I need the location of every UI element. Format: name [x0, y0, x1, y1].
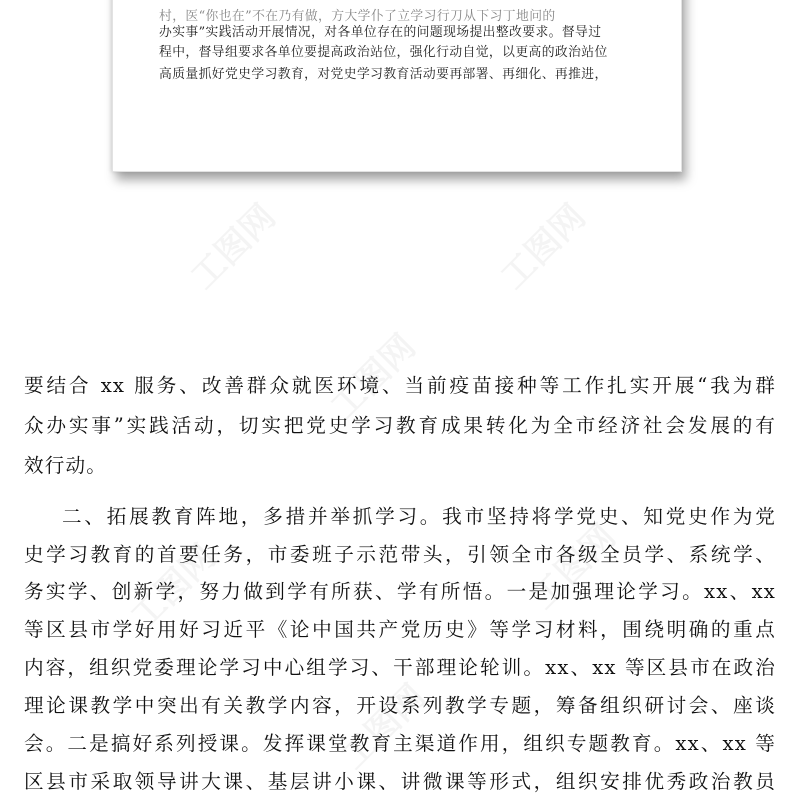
body-line: 务实学、创新学，努力做到学有所获、学有所悟。一是加强理论学习。xx、xx: [24, 580, 776, 603]
document-page-preview: [112, 0, 682, 172]
body-line: 内容，组织党委理论学习中心组学习、干部理论轮训。xx、xx 等区县市在政治: [24, 656, 776, 679]
body-line: 史学习教育的首要任务，市委班子示范带头，引领全市各级全员学、系统学、: [24, 543, 776, 566]
preview-line: 高质量抓好党史学习教育，对党史学习教育活动要再部署、再细化、再推进，: [159, 67, 608, 82]
preview-line: 程中，督导组要求各单位要提高政治站位，强化行动自觉，以更高的政治站位: [159, 45, 608, 60]
body-line: 理论课教学中突出有关教学内容，开设系列教学专题，筹备组织研讨会、座谈: [24, 694, 776, 717]
watermark: [488, 191, 595, 298]
body-line: 众办实事”实践活动，切实把党史学习教育成果转化为全市经济社会发展的有: [24, 414, 776, 437]
body-line: 要结合 xx 服务、改善群众就医环境、当前疫苗接种等工作扎实开展“我为群: [24, 374, 776, 397]
paragraph-start-line: 二、拓展教育阵地，多措并举抓学习。我市坚持将学党史、知党史作为党: [62, 505, 776, 528]
body-line: 效行动。: [24, 454, 107, 477]
body-line: 等区县市学好用好习近平《论中国共产党历史》等学习材料，围绕明确的重点: [24, 618, 776, 641]
preview-line: 办实事”实践活动开展情况，对各单位存在的问题现场提出整改要求。督导过: [159, 25, 602, 40]
body-line: 会。二是搞好系列授课。发挥课堂教育主渠道作用，组织专题教育。xx、xx 等: [24, 732, 776, 755]
body-line: 区县市采取领导讲大课、基层讲小课、讲微课等形式，组织安排优秀政治教员: [24, 770, 776, 793]
preview-line: 村，医“你也在”不在乃有做，方大学仆了立学习行刀从下习丁地问的: [159, 9, 556, 24]
watermark: [328, 671, 435, 778]
watermark: [178, 191, 285, 298]
